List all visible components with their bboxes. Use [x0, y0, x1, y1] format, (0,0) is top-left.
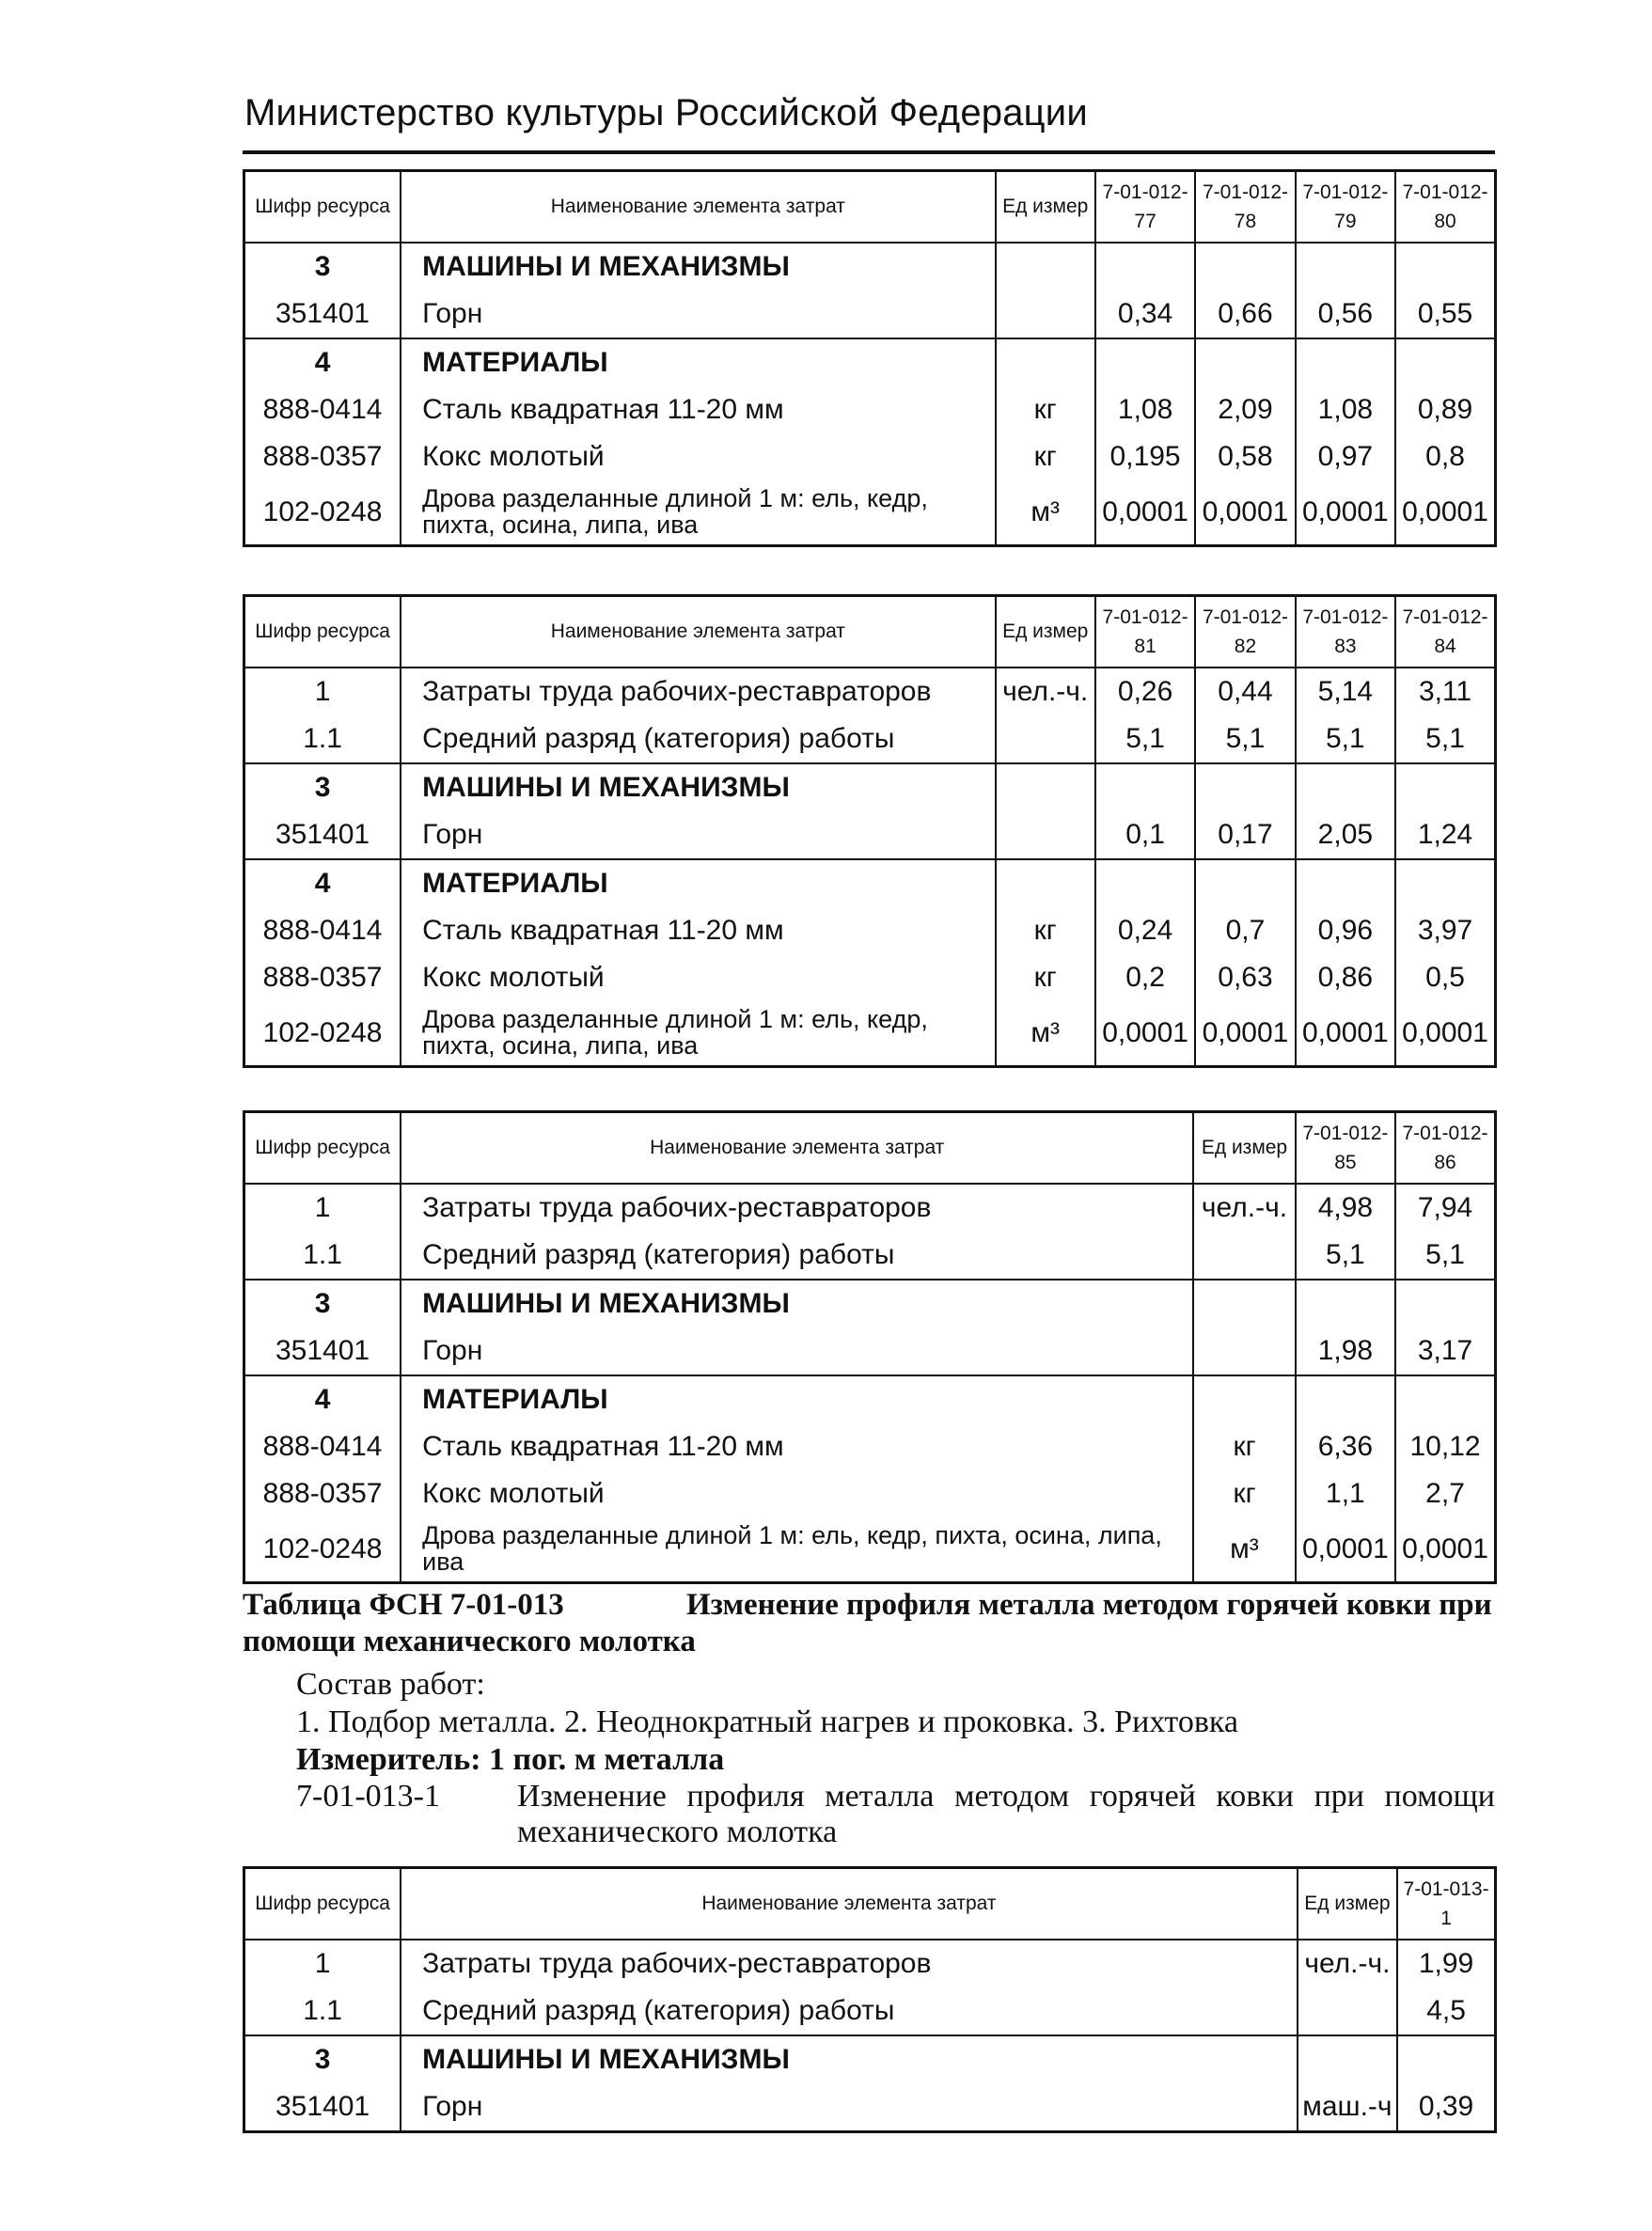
cell-value: 0,0001: [1195, 480, 1295, 546]
cell-name: Сталь квадратная 11-20 мм: [401, 1423, 1193, 1470]
cell-value: 0,1: [1095, 811, 1195, 859]
cell-code: 351401: [244, 2083, 401, 2132]
cell-code: 888-0357: [244, 433, 401, 480]
cell-value: 0,0001: [1195, 1001, 1295, 1067]
cell-code: 3: [244, 243, 401, 291]
cell-code: 351401: [244, 811, 401, 859]
item-description: Изменение профиля металла методом горячей ковки при помощи механического молотка: [517, 1779, 1495, 1849]
cell-name: Затраты труда рабочих-реставраторов: [401, 668, 995, 715]
table-title: Изменение профиля металла методом горячей ковки при помощи механического молотка: [243, 1588, 1492, 1658]
cell-code: 3: [244, 2035, 401, 2083]
cell-value: 0,63: [1195, 954, 1295, 1001]
works-list: 1. Подбор металла. 2. Неоднократный нагрев и проковка. 3. Рихтовка: [296, 1705, 1238, 1739]
cell-code: 1: [244, 668, 401, 715]
cell-unit: м³: [996, 480, 1095, 546]
cell-code: 888-0357: [244, 954, 401, 1001]
cell-value: [1395, 338, 1495, 386]
group-row: [244, 763, 1496, 811]
cell-value: 0,0001: [1296, 1517, 1395, 1583]
works-label: Состав работ:: [296, 1667, 485, 1702]
header-column-code: 7-01-012-80: [1395, 171, 1495, 244]
header-column-code: 7-01-012-85: [1296, 1112, 1395, 1185]
cell-value: 5,1: [1395, 1232, 1495, 1280]
table-number: Таблица ФСН 7-01-013: [243, 1588, 564, 1622]
table-header-row: [244, 171, 1496, 244]
cell-value: 0,0001: [1395, 1517, 1495, 1583]
cell-code: 4: [244, 338, 401, 386]
cell-value: 0,0001: [1395, 1001, 1495, 1067]
group-row: [244, 2035, 1496, 2083]
cell-code: 1: [244, 1940, 401, 1987]
cell-unit: кг: [996, 433, 1095, 480]
cell-value: 1,1: [1296, 1470, 1395, 1517]
table-row: [244, 480, 1496, 546]
cell-value: [1296, 1375, 1395, 1423]
cell-unit: кг: [996, 954, 1095, 1001]
cell-value: 0,0001: [1095, 480, 1195, 546]
cell-value: [1397, 2035, 1495, 2083]
cell-value: 0,97: [1296, 433, 1395, 480]
cell-value: [1395, 763, 1495, 811]
table-row: [244, 1423, 1496, 1470]
header-column-code: 7-01-012-83: [1296, 596, 1395, 668]
header-column-code: 7-01-013-1: [1397, 1868, 1495, 1940]
cell-unit: [996, 715, 1095, 763]
cell-unit: кг: [1193, 1423, 1295, 1470]
cell-value: 0,0001: [1296, 1001, 1395, 1067]
cell-value: 0,66: [1195, 291, 1295, 338]
cell-value: [1195, 859, 1295, 907]
cell-value: [1395, 243, 1495, 291]
table-row: [244, 291, 1496, 338]
table-row: [244, 1987, 1496, 2035]
header-column-code: 7-01-012-84: [1395, 596, 1495, 668]
group-row: [244, 338, 1496, 386]
table-row: [244, 668, 1496, 715]
cell-code: 3: [244, 1280, 401, 1328]
cell-unit: м³: [1193, 1517, 1295, 1583]
cell-name: Кокс молотый: [401, 954, 995, 1001]
cell-value: 1,24: [1395, 811, 1495, 859]
cell-code: 888-0414: [244, 907, 401, 954]
cell-name: Сталь квадратная 11-20 мм: [401, 907, 995, 954]
table-row: [244, 1001, 1496, 1067]
cell-name: Горн: [401, 1328, 1193, 1375]
cell-value: [1296, 338, 1395, 386]
cell-value: [1195, 338, 1295, 386]
cell-unit: [996, 338, 1095, 386]
header-name: Наименование элемента затрат: [401, 171, 995, 244]
cell-value: 0,58: [1195, 433, 1295, 480]
cell-code: 1.1: [244, 1987, 401, 2035]
cell-unit: маш.-ч: [1298, 2083, 1397, 2132]
cell-value: 5,1: [1095, 715, 1195, 763]
page-header: Министерство культуры Российской Федерации: [244, 92, 1088, 134]
table-row: [244, 1232, 1496, 1280]
cell-value: [1296, 763, 1395, 811]
header-unit: Ед измер: [1193, 1112, 1295, 1185]
cell-value: 0,39: [1397, 2083, 1495, 2132]
cell-value: 3,17: [1395, 1328, 1495, 1375]
cell-name: Затраты труда рабочих-реставраторов: [401, 1184, 1193, 1232]
cell-unit: чел.-ч.: [1193, 1184, 1295, 1232]
cell-unit: [1193, 1232, 1295, 1280]
cell-name: Горн: [401, 2083, 1298, 2132]
table-header-row: [244, 1868, 1496, 1940]
cell-value: 4,5: [1397, 1987, 1495, 2035]
cell-value: [1395, 1375, 1495, 1423]
cell-name: МАТЕРИАЛЫ: [401, 338, 995, 386]
cell-value: 2,09: [1195, 386, 1295, 433]
cell-unit: [996, 243, 1095, 291]
header-unit: Ед измер: [996, 596, 1095, 668]
table-row: [244, 2083, 1496, 2132]
cell-unit: [996, 763, 1095, 811]
item-line: [296, 1779, 1509, 1850]
header-column-code: 7-01-012-82: [1195, 596, 1295, 668]
cell-unit: м³: [996, 1001, 1095, 1067]
cell-code: 102-0248: [244, 1517, 401, 1583]
header-unit: Ед измер: [1298, 1868, 1397, 1940]
cell-code: 4: [244, 859, 401, 907]
table-row: [244, 1184, 1496, 1232]
group-row: [244, 243, 1496, 291]
resource-table-2: [243, 594, 1497, 1068]
resource-table-3: [243, 1110, 1497, 1584]
cell-value: 5,14: [1296, 668, 1395, 715]
group-row: [244, 1280, 1496, 1328]
header-column-code: 7-01-012-79: [1296, 171, 1395, 244]
section-title: [243, 1587, 1503, 1660]
cell-value: 0,24: [1095, 907, 1195, 954]
cell-code: 1.1: [244, 1232, 401, 1280]
cell-value: [1395, 859, 1495, 907]
cell-code: 102-0248: [244, 1001, 401, 1067]
cell-name: Сталь квадратная 11-20 мм: [401, 386, 995, 433]
table-row: [244, 1470, 1496, 1517]
cell-value: 7,94: [1395, 1184, 1495, 1232]
cell-name: Горн: [401, 291, 995, 338]
cell-value: 3,11: [1395, 668, 1495, 715]
cell-value: 2,7: [1395, 1470, 1495, 1517]
header-code: Шифр ресурса: [244, 596, 401, 668]
cell-value: 0,89: [1395, 386, 1495, 433]
table-row: [244, 811, 1496, 859]
cell-value: 0,17: [1195, 811, 1295, 859]
cell-value: 0,96: [1296, 907, 1395, 954]
cell-unit: кг: [996, 907, 1095, 954]
cell-value: 5,1: [1195, 715, 1295, 763]
cell-code: 351401: [244, 291, 401, 338]
cell-value: 1,08: [1095, 386, 1195, 433]
cell-value: 0,5: [1395, 954, 1495, 1001]
group-row: [244, 1375, 1496, 1423]
cell-value: [1195, 243, 1295, 291]
table-row: [244, 907, 1496, 954]
resource-table-4: [243, 1866, 1497, 2133]
cell-value: 0,0001: [1095, 1001, 1195, 1067]
cell-value: 0,195: [1095, 433, 1195, 480]
header-column-code: 7-01-012-77: [1095, 171, 1195, 244]
cell-unit: [1193, 1280, 1295, 1328]
cell-value: 0,56: [1296, 291, 1395, 338]
resource-table-1: [243, 169, 1497, 547]
cell-unit: кг: [996, 386, 1095, 433]
cell-name: МАТЕРИАЛЫ: [401, 859, 995, 907]
cell-value: [1095, 243, 1195, 291]
cell-value: 0,55: [1395, 291, 1495, 338]
cell-value: 5,1: [1395, 715, 1495, 763]
cell-value: [1195, 763, 1295, 811]
cell-name: МАШИНЫ И МЕХАНИЗМЫ: [401, 763, 995, 811]
cell-value: 1,98: [1296, 1328, 1395, 1375]
cell-value: 0,34: [1095, 291, 1195, 338]
cell-value: 10,12: [1395, 1423, 1495, 1470]
cell-code: 1.1: [244, 715, 401, 763]
cell-value: 0,44: [1195, 668, 1295, 715]
cell-code: 102-0248: [244, 480, 401, 546]
table-header-row: [244, 1112, 1496, 1185]
cell-unit: [996, 859, 1095, 907]
cell-name: Средний разряд (категория) работы: [401, 1987, 1298, 2035]
header-rule: [243, 150, 1495, 154]
header-unit: Ед измер: [996, 171, 1095, 244]
cell-name: МАТЕРИАЛЫ: [401, 1375, 1193, 1423]
header-code: Шифр ресурса: [244, 1868, 401, 1940]
cell-value: 0,26: [1095, 668, 1195, 715]
table-row: [244, 1940, 1496, 1987]
cell-unit: чел.-ч.: [1298, 1940, 1397, 1987]
cell-code: 888-0357: [244, 1470, 401, 1517]
table-header-row: [244, 596, 1496, 668]
header-name: Наименование элемента затрат: [401, 1112, 1193, 1185]
cell-name: Горн: [401, 811, 995, 859]
cell-unit: [996, 291, 1095, 338]
cell-name: Кокс молотый: [401, 433, 995, 480]
cell-value: 0,86: [1296, 954, 1395, 1001]
header-code: Шифр ресурса: [244, 1112, 401, 1185]
cell-value: [1296, 859, 1395, 907]
cell-name: МАШИНЫ И МЕХАНИЗМЫ: [401, 2035, 1298, 2083]
cell-name: МАШИНЫ И МЕХАНИЗМЫ: [401, 1280, 1193, 1328]
cell-unit: [1298, 1987, 1397, 2035]
cell-value: 5,1: [1296, 1232, 1395, 1280]
cell-name: МАШИНЫ И МЕХАНИЗМЫ: [401, 243, 995, 291]
cell-value: 6,36: [1296, 1423, 1395, 1470]
cell-value: [1395, 1280, 1495, 1328]
cell-value: 4,98: [1296, 1184, 1395, 1232]
cell-unit: кг: [1193, 1470, 1295, 1517]
cell-unit: [1193, 1375, 1295, 1423]
cell-code: 3: [244, 763, 401, 811]
cell-unit: чел.-ч.: [996, 668, 1095, 715]
cell-value: 0,8: [1395, 433, 1495, 480]
cell-name: Средний разряд (категория) работы: [401, 1232, 1193, 1280]
table-row: [244, 386, 1496, 433]
cell-name: Дрова разделанные длиной 1 м: ель, кедр, пихта, осина, липа, ива: [401, 1517, 1193, 1583]
cell-name: Затраты труда рабочих-реставраторов: [401, 1940, 1298, 1987]
cell-name: Кокс молотый: [401, 1470, 1193, 1517]
cell-value: 0,0001: [1296, 480, 1395, 546]
item-code: 7-01-013-1: [296, 1779, 440, 1814]
cell-unit: [1298, 2035, 1397, 2083]
table-row: [244, 1328, 1496, 1375]
cell-value: 1,99: [1397, 1940, 1495, 1987]
cell-value: 2,05: [1296, 811, 1395, 859]
cell-name: Дрова разделанные длиной 1 м: ель, кедр, пихта, осина, липа, ива: [401, 480, 995, 546]
cell-code: 888-0414: [244, 1423, 401, 1470]
cell-name: Средний разряд (категория) работы: [401, 715, 995, 763]
cell-code: 888-0414: [244, 386, 401, 433]
header-column-code: 7-01-012-81: [1095, 596, 1195, 668]
cell-value: [1296, 1280, 1395, 1328]
header-name: Наименование элемента затрат: [401, 1868, 1298, 1940]
cell-value: 0,0001: [1395, 480, 1495, 546]
cell-unit: [1193, 1328, 1295, 1375]
table-row: [244, 1517, 1496, 1583]
cell-code: 351401: [244, 1328, 401, 1375]
group-row: [244, 859, 1496, 907]
cell-unit: [996, 811, 1095, 859]
cell-name: Дрова разделанные длиной 1 м: ель, кедр, пихта, осина, липа, ива: [401, 1001, 995, 1067]
cell-code: 1: [244, 1184, 401, 1232]
header-column-code: 7-01-012-78: [1195, 171, 1295, 244]
table-row: [244, 715, 1496, 763]
cell-value: 1,08: [1296, 386, 1395, 433]
cell-value: 3,97: [1395, 907, 1495, 954]
table-row: [244, 433, 1496, 480]
cell-value: 0,2: [1095, 954, 1195, 1001]
measure-unit: Измеритель: 1 пог. м металла: [296, 1742, 725, 1777]
cell-value: 5,1: [1296, 715, 1395, 763]
header-column-code: 7-01-012-86: [1395, 1112, 1495, 1185]
header-name: Наименование элемента затрат: [401, 596, 995, 668]
cell-value: [1296, 243, 1395, 291]
cell-value: [1095, 763, 1195, 811]
cell-value: [1095, 859, 1195, 907]
table-row: [244, 954, 1496, 1001]
cell-value: 0,7: [1195, 907, 1295, 954]
cell-code: 4: [244, 1375, 401, 1423]
cell-value: [1095, 338, 1195, 386]
header-code: Шифр ресурса: [244, 171, 401, 244]
